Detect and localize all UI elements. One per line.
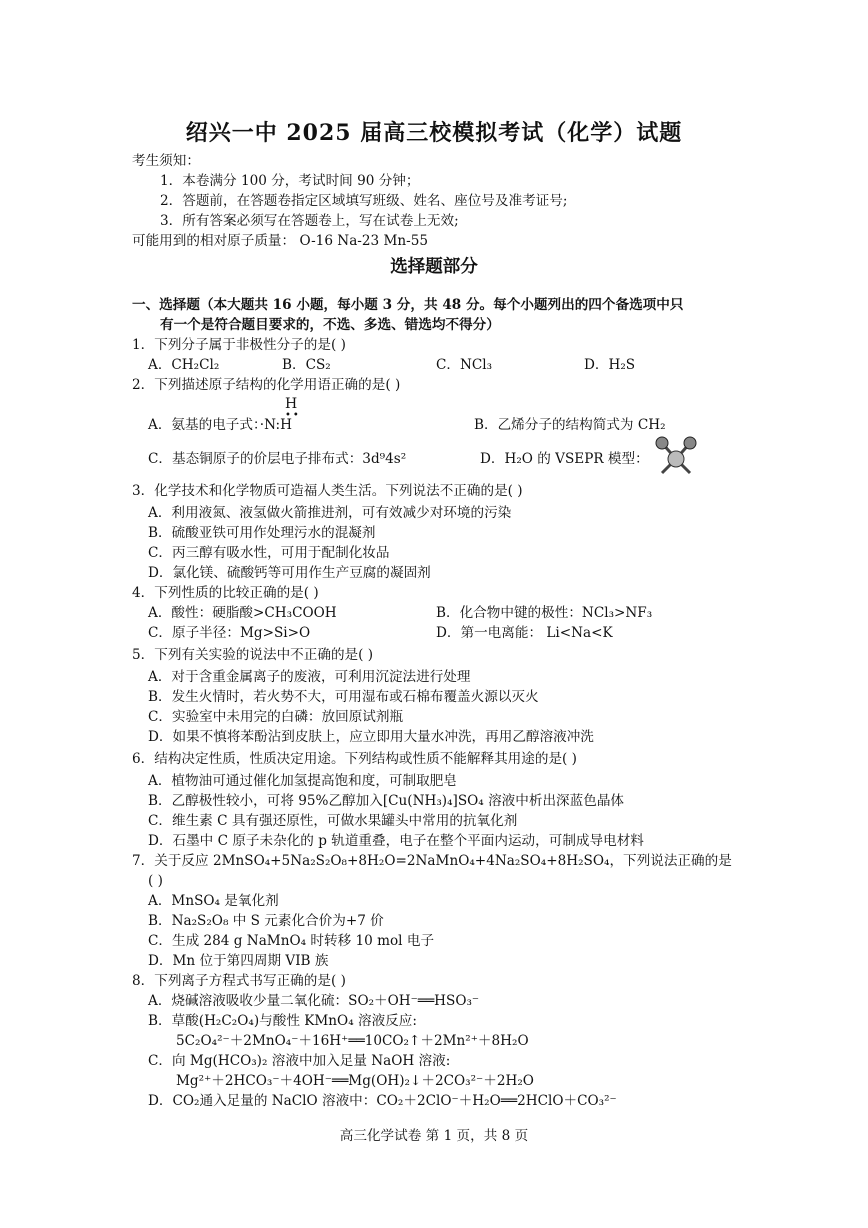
q6-option-a: A．植物油可通过催化加氢提高饱和度，可制取肥皂 (148, 773, 457, 789)
q7-option-d: D．Mn 位于第四周期 VIB 族 (148, 953, 329, 969)
q3-option-d: D．氯化镁、硫酸钙等可用作生产豆腐的凝固剂 (148, 565, 431, 581)
lewis-dots-icon: •• (285, 410, 301, 421)
notice-item-3: 3．所有答案必须写在答题卷上，写在试卷上无效; (160, 213, 459, 229)
page-footer: 高三化学试卷 第 1 页，共 8 页 (339, 1128, 529, 1144)
exam-title: 绍兴一中 2025 届高三校模拟考试（化学）试题 (185, 120, 683, 146)
q7-stem: 7．关于反应 2MnSO₄+5Na₂S₂O₈+8H₂O=2NaMnO₄+4Na₂SO₄+8H₂SO₄，下列说法正确的是 (132, 853, 732, 869)
q3-option-a: A．利用液氮、液氢做火箭推进剂，可有效减少对环境的污染 (148, 505, 512, 521)
notice-item-2: 2．答题前，在答题卷指定区域填写班级、姓名、座位号及准考证号; (160, 193, 568, 209)
q2-stem: 2．下列描述原子结构的化学用语正确的是( ) (132, 377, 401, 393)
q8-option-b-equation: 5C₂O₄²⁻＋2MnO₄⁻＋16H⁺══10CO₂↑＋2Mn²⁺＋8H₂O (176, 1033, 529, 1049)
section-title: 选择题部分 (390, 257, 478, 277)
q8-stem: 8．下列离子方程式书写正确的是( ) (132, 973, 346, 989)
part-intro-line2: 有一个是符合题目要求的，不选、多选、错选均不得分） (160, 317, 500, 333)
q3-stem: 3．化学技术和化学物质可造福人类生活。下列说法不正确的是( ) (132, 483, 523, 499)
q6-option-b: B．乙醇极性较小，可将 95%乙醇加入[Cu(NH₃)₄]SO₄ 溶液中析出深蓝色晶体 (148, 793, 625, 809)
vsepr-model-icon (652, 435, 700, 479)
notice-heading: 考生须知： (132, 153, 200, 169)
q4-option-a: A．酸性：硬脂酸>CH₃COOH (148, 605, 337, 621)
q8-option-b: B．草酸(H₂C₂O₄)与酸性 KMnO₄ 溶液反应: (148, 1013, 417, 1029)
q6-stem: 6．结构决定性质，性质决定用途。下列结构或性质不能解释其用途的是( ) (132, 751, 577, 767)
q3-option-c: C．丙三醇有吸水性，可用于配制化妆品 (148, 545, 390, 561)
q5-option-d: D．如果不慎将苯酚沾到皮肤上，应立即用大量水冲洗，再用乙醇溶液冲洗 (148, 729, 594, 745)
q1-option-d: D．H₂S (584, 357, 636, 373)
q7-option-b: B．Na₂S₂O₈ 中 S 元素化合价为+7 价 (148, 913, 384, 929)
q5-stem: 5．下列有关实验的说法中不正确的是( ) (132, 647, 374, 663)
q3-option-b: B．硫酸亚铁可用作处理污水的混凝剂 (148, 525, 376, 541)
q8-option-c: C．向 Mg(HCO₃)₂ 溶液中加入足量 NaOH 溶液: (148, 1053, 451, 1069)
q1-option-b: B．CS₂ (282, 357, 331, 373)
q4-option-d: D．第一电离能： Li<Na<K (436, 625, 613, 641)
q5-option-c: C．实验室中未用完的白磷：放回原试剂瓶 (148, 709, 404, 725)
q1-option-c: C．NCl₃ (436, 357, 493, 373)
q8-option-a: A．烧碱溶液吸收少量二氧化硫：SO₂＋OH⁻══HSO₃⁻ (148, 993, 480, 1009)
notice-item-1: 1．本卷满分 100 分，考试时间 90 分钟； (160, 173, 420, 189)
q7-option-c: C．生成 284 g NaMnO₄ 时转移 10 mol 电子 (148, 933, 435, 949)
q4-option-c: C．原子半径：Mg>Si>O (148, 625, 311, 641)
q2-option-d: D．H₂O 的 VSEPR 模型： (480, 451, 649, 467)
q2-option-c: C．基态铜原子的价层电子排布式：3d⁹4s² (148, 451, 407, 467)
q7-option-a: A．MnSO₄ 是氧化剂 (148, 893, 279, 909)
q5-option-a: A．对于含重金属离子的废液，可利用沉淀法进行处理 (148, 669, 471, 685)
q1-stem: 1．下列分子属于非极性分子的是( ) (132, 337, 346, 353)
lewis-top-h: H (285, 396, 298, 412)
q5-option-b: B．发生火情时，若火势不大，可用湿布或石棉布覆盖火源以灭火 (148, 689, 539, 705)
q2-option-b: B．乙烯分子的结构简式为 CH₂ (474, 417, 666, 433)
q1-option-a: A．CH₂Cl₂ (148, 357, 220, 373)
q8-option-c-equation: Mg²⁺＋2HCO₃⁻＋4OH⁻══Mg(OH)₂↓＋2CO₃²⁻＋2H₂O (176, 1073, 534, 1089)
q4-option-b: B．化合物中键的极性：NCl₃>NF₃ (436, 605, 653, 621)
q8-option-d: D．CO₂通入足量的 NaClO 溶液中：CO₂＋2ClO⁻＋H₂O══2HClO＋CO₃²⁻ (148, 1093, 617, 1109)
q7-paren: ( ) (148, 873, 163, 889)
q6-option-d: D．石墨中 C 原子未杂化的 p 轨道重叠，电子在整个平面内运动，可制成导电材料 (148, 833, 644, 849)
atomic-mass-line: 可能用到的相对原子质量： O-16 Na-23 Mn-55 (132, 233, 429, 249)
q6-option-c: C．维生素 C 具有强还原性，可做水果罐头中常用的抗氧化剂 (148, 813, 518, 829)
q4-stem: 4．下列性质的比较正确的是( ) (132, 585, 319, 601)
part-intro-line1: 一、选择题（本大题共 16 小题，每小题 3 分，共 48 分。每个小题列出的四个备选项中只 (132, 297, 684, 313)
q2-option-a: A．氨基的电子式：·N:H (148, 417, 292, 433)
